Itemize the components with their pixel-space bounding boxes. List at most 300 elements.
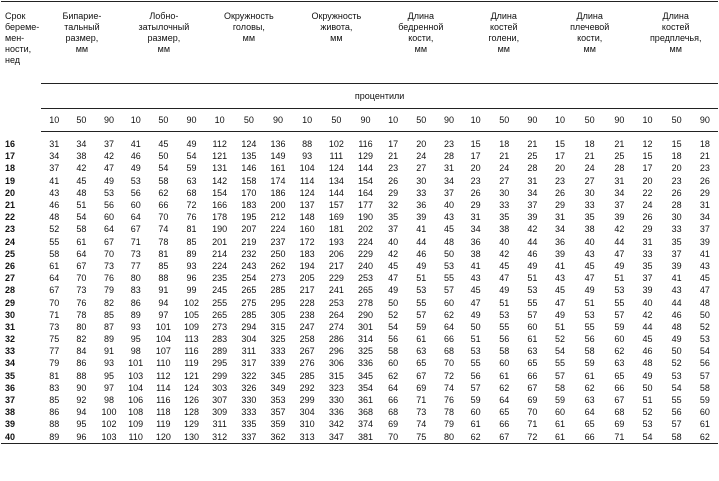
value-cell: 68 (186, 187, 197, 198)
value-cell: 254 (241, 273, 257, 284)
value-cell: 59 (470, 395, 481, 406)
value-cell: 54 (76, 212, 87, 223)
value-cell: 20 (642, 175, 653, 186)
value-cell: 64 (388, 382, 399, 393)
value-cell: 42 (614, 224, 625, 235)
table-row (1, 382, 718, 394)
value-cell: 85 (104, 309, 115, 320)
value-cell: 53 (130, 175, 141, 186)
value-cell: 35 (584, 212, 595, 223)
value-cell: 70 (49, 297, 60, 308)
value-cell: 27 (416, 163, 427, 174)
value-cell: 54 (671, 382, 682, 393)
value-cell: 48 (49, 212, 60, 223)
value-cell: 100 (101, 407, 117, 418)
value-cell: 23 (555, 175, 566, 186)
value-cell: 86 (130, 297, 141, 308)
value-cell: 60 (130, 200, 141, 211)
week-cell: 29 (5, 297, 16, 308)
value-cell: 161 (270, 163, 286, 174)
value-cell: 61 (49, 260, 60, 271)
value-cell: 37 (443, 187, 454, 198)
value-cell: 24 (642, 200, 653, 211)
value-cell: 202 (357, 224, 374, 235)
table-row (1, 284, 718, 296)
value-cell: 146 (241, 163, 257, 174)
value-cell: 55 (584, 321, 595, 332)
value-cell: 144 (357, 163, 374, 174)
value-cell: 71 (605, 431, 633, 444)
value-cell: 55 (527, 297, 538, 308)
value-cell: 60 (388, 358, 399, 369)
value-cell: 124 (241, 139, 257, 150)
value-cell: 64 (76, 248, 87, 259)
value-cell: 56 (470, 370, 481, 381)
value-cell: 118 (156, 407, 171, 418)
value-cell: 190 (357, 212, 374, 223)
value-cell: 15 (555, 139, 566, 150)
value-cell: 283 (212, 334, 228, 345)
value-cell: 54 (633, 431, 661, 444)
value-cell: 41 (49, 175, 60, 186)
percentile-header-row (1, 84, 718, 109)
percentile-10: 10 (633, 109, 661, 132)
value-cell: 104 (299, 163, 315, 174)
value-cell: 98 (130, 346, 141, 357)
value-cell: 41 (416, 224, 427, 235)
value-cell: 51 (76, 200, 87, 211)
value-cell: 119 (184, 358, 199, 369)
value-cell: 72 (186, 200, 197, 211)
value-cell: 47 (388, 273, 399, 284)
value-cell: 114 (299, 175, 315, 186)
value-cell: 46 (527, 248, 538, 259)
value-cell: 52 (388, 309, 399, 320)
value-cell: 81 (186, 224, 197, 235)
value-cell: 29 (388, 187, 399, 198)
value-cell: 33 (584, 200, 595, 211)
value-cell: 52 (699, 321, 710, 332)
value-cell: 64 (130, 212, 141, 223)
value-cell: 43 (699, 260, 710, 271)
value-cell: 97 (104, 382, 115, 393)
value-cell: 85 (158, 260, 169, 271)
value-cell: 52 (671, 358, 682, 369)
value-cell: 43 (470, 273, 481, 284)
value-cell: 114 (156, 382, 171, 393)
value-cell: 93 (130, 321, 141, 332)
value-cell: 102 (183, 297, 200, 308)
value-cell: 93 (302, 151, 313, 162)
week-cell: 27 (5, 273, 16, 284)
value-cell: 37 (49, 163, 60, 174)
value-cell: 49 (555, 309, 566, 320)
value-cell: 47 (555, 297, 566, 308)
value-cell: 26 (555, 187, 566, 198)
value-cell: 38 (584, 224, 595, 235)
value-cell: 90 (76, 382, 87, 393)
value-cell: 46 (642, 346, 653, 357)
value-cell: 58 (662, 431, 692, 444)
value-cell: 247 (299, 321, 315, 332)
value-cell: 60 (699, 407, 710, 418)
value-cell: 17 (642, 163, 653, 174)
value-cell: 102 (328, 139, 344, 150)
value-cell: 95 (130, 334, 141, 345)
value-cell: 55 (555, 358, 566, 369)
value-cell: 57 (699, 370, 710, 381)
value-cell: 57 (470, 382, 481, 393)
value-cell: 33 (499, 200, 510, 211)
value-cell: 23 (388, 163, 399, 174)
value-cell: 273 (270, 273, 286, 284)
percentile-10: 10 (123, 109, 149, 132)
value-cell: 94 (158, 297, 169, 308)
value-cell: 21 (388, 151, 399, 162)
value-cell: 101 (128, 358, 144, 369)
value-cell: 104 (155, 334, 171, 345)
value-cell: 36 (416, 200, 427, 211)
value-cell: 57 (614, 309, 625, 320)
value-cell: 267 (299, 346, 315, 357)
header-tibia: Длина костей голени, мм (462, 2, 546, 84)
value-cell: 28 (671, 200, 682, 211)
value-cell: 61 (76, 236, 87, 247)
value-cell: 39 (555, 248, 566, 259)
value-cell: 275 (241, 297, 257, 308)
value-cell: 253 (357, 273, 374, 284)
value-cell: 53 (104, 187, 115, 198)
value-cell: 65 (614, 370, 625, 381)
value-cell: 43 (584, 248, 595, 259)
value-cell: 80 (76, 321, 87, 332)
week-cell: 28 (5, 285, 16, 296)
value-cell: 52 (555, 334, 566, 345)
value-cell: 20 (470, 163, 481, 174)
week-cell: 16 (5, 139, 16, 150)
value-cell: 47 (104, 163, 115, 174)
value-cell: 183 (299, 248, 315, 259)
value-cell: 39 (699, 236, 710, 247)
value-cell: 93 (186, 260, 197, 271)
value-cell: 265 (212, 309, 228, 320)
value-cell: 62 (692, 431, 718, 444)
value-cell: 58 (49, 248, 60, 259)
value-cell: 46 (671, 309, 682, 320)
value-cell: 44 (527, 236, 538, 247)
value-cell: 34 (49, 151, 60, 162)
value-cell: 55 (443, 273, 454, 284)
value-cell: 26 (470, 187, 481, 198)
value-cell: 74 (416, 419, 427, 430)
value-cell: 20 (671, 163, 682, 174)
value-cell: 40 (443, 200, 454, 211)
value-cell: 31 (470, 212, 481, 223)
value-cell: 15 (470, 139, 481, 150)
header-row (1, 2, 718, 84)
value-cell: 31 (49, 139, 60, 150)
value-cell: 201 (212, 236, 228, 247)
value-cell: 315 (270, 321, 286, 332)
value-cell: 217 (328, 260, 344, 271)
value-cell: 25 (614, 151, 625, 162)
value-cell: 76 (186, 212, 197, 223)
value-cell: 53 (443, 260, 454, 271)
value-cell: 212 (270, 212, 286, 223)
value-cell: 26 (388, 175, 399, 186)
value-cell: 66 (527, 370, 538, 381)
week-cell: 39 (5, 419, 16, 430)
value-cell: 120 (149, 431, 178, 444)
percentile-10: 10 (41, 109, 67, 132)
value-cell: 181 (328, 224, 344, 235)
value-cell: 183 (241, 200, 257, 211)
value-cell: 37 (104, 139, 115, 150)
percentile-50: 50 (67, 109, 95, 132)
value-cell: 53 (699, 334, 710, 345)
week-cell: 19 (5, 175, 16, 186)
value-cell: 31 (443, 163, 454, 174)
value-cell: 49 (499, 285, 510, 296)
value-cell: 129 (183, 419, 200, 430)
value-cell: 44 (614, 236, 625, 247)
value-cell: 58 (158, 175, 169, 186)
value-cell: 53 (416, 285, 427, 296)
table-row (1, 431, 718, 444)
value-cell: 56 (584, 334, 595, 345)
value-cell: 245 (212, 285, 228, 296)
value-cell: 49 (186, 139, 197, 150)
value-cell: 53 (499, 309, 510, 320)
value-cell: 61 (546, 431, 574, 444)
value-cell: 21 (584, 151, 595, 162)
value-cell: 56 (699, 358, 710, 369)
value-cell: 42 (499, 248, 510, 259)
value-cell: 305 (270, 309, 286, 320)
value-cell: 121 (183, 370, 200, 381)
value-cell: 73 (104, 260, 115, 271)
value-cell: 50 (642, 382, 653, 393)
value-cell: 50 (158, 151, 169, 162)
value-cell: 86 (49, 407, 60, 418)
value-cell: 66 (614, 382, 625, 393)
value-cell: 70 (104, 248, 115, 259)
value-cell: 112 (156, 370, 171, 381)
header-femur: Длина бедренной кости, мм (380, 2, 461, 84)
value-cell: 224 (357, 236, 374, 247)
value-cell: 46 (49, 200, 60, 211)
value-cell: 78 (76, 309, 87, 320)
value-cell: 45 (443, 224, 454, 235)
value-cell: 18 (584, 139, 595, 150)
value-cell: 70 (76, 273, 87, 284)
value-cell: 67 (490, 431, 519, 444)
value-cell: 37 (699, 224, 710, 235)
value-cell: 44 (671, 297, 682, 308)
value-cell: 142 (212, 175, 228, 186)
value-cell: 104 (128, 382, 144, 393)
value-cell: 60 (443, 297, 454, 308)
value-cell: 29 (470, 200, 481, 211)
value-cell: 29 (642, 224, 653, 235)
value-cell: 60 (470, 407, 481, 418)
value-cell: 81 (49, 370, 60, 381)
value-cell: 62 (388, 370, 399, 381)
value-cell: 361 (357, 395, 374, 406)
table-body (1, 132, 718, 444)
value-cell: 95 (76, 419, 87, 430)
value-cell: 83 (130, 285, 141, 296)
value-cell: 33 (416, 187, 427, 198)
table-row (1, 175, 718, 187)
value-cell: 54 (186, 151, 197, 162)
value-cell: 276 (299, 358, 315, 369)
value-cell: 21 (499, 151, 510, 162)
value-cell: 82 (104, 297, 115, 308)
percentile-90: 90 (605, 109, 633, 132)
value-cell: 85 (49, 395, 60, 406)
table-row (1, 357, 718, 369)
value-cell: 45 (499, 260, 510, 271)
value-cell: 62 (462, 431, 490, 444)
value-cell: 333 (270, 346, 286, 357)
value-cell: 41 (555, 260, 566, 271)
value-cell: 306 (328, 358, 344, 369)
value-cell: 23 (671, 175, 682, 186)
value-cell: 71 (49, 309, 60, 320)
header-term: Срок береме- мен- ности, нед (1, 2, 41, 132)
value-cell: 55 (49, 236, 60, 247)
value-cell: 50 (671, 346, 682, 357)
value-cell: 214 (212, 248, 228, 259)
value-cell: 295 (270, 297, 286, 308)
value-cell: 307 (212, 395, 228, 406)
value-cell: 69 (388, 419, 399, 430)
value-cell: 20 (555, 163, 566, 174)
value-cell: 63 (186, 175, 197, 186)
value-cell: 37 (642, 273, 653, 284)
value-cell: 200 (270, 200, 286, 211)
value-cell: 61 (527, 334, 538, 345)
value-cell: 206 (328, 248, 344, 259)
value-cell: 62 (584, 382, 595, 393)
value-cell: 38 (499, 224, 510, 235)
value-cell: 60 (555, 407, 566, 418)
value-cell: 99 (186, 285, 197, 296)
value-cell: 68 (443, 346, 454, 357)
value-cell: 56 (130, 187, 141, 198)
value-cell: 49 (470, 309, 481, 320)
value-cell: 45 (584, 260, 595, 271)
value-cell: 39 (416, 212, 427, 223)
table-row (1, 296, 718, 308)
value-cell: 330 (328, 395, 344, 406)
value-cell: 65 (416, 358, 427, 369)
value-cell: 134 (328, 175, 344, 186)
percentile-50: 50 (574, 109, 605, 132)
week-cell: 25 (5, 248, 16, 259)
table-row (1, 211, 718, 223)
value-cell: 42 (104, 151, 115, 162)
value-cell: 69 (416, 382, 427, 393)
value-cell: 56 (499, 334, 510, 345)
table-row (1, 162, 718, 174)
value-cell: 55 (499, 321, 510, 332)
value-cell: 69 (527, 395, 538, 406)
value-cell: 69 (614, 419, 625, 430)
percentile-90: 90 (263, 109, 292, 132)
value-cell: 29 (699, 187, 710, 198)
value-cell: 60 (527, 321, 538, 332)
value-cell: 169 (328, 212, 344, 223)
fetometry-table (1, 1, 718, 444)
value-cell: 106 (128, 395, 144, 406)
value-cell: 154 (212, 187, 228, 198)
value-cell: 57 (671, 419, 682, 430)
value-cell: 41 (699, 248, 710, 259)
value-cell: 124 (328, 163, 344, 174)
value-cell: 77 (49, 346, 60, 357)
value-cell: 63 (416, 346, 427, 357)
value-cell: 23 (443, 139, 454, 150)
value-cell: 325 (357, 346, 374, 357)
value-cell: 250 (270, 248, 286, 259)
percentile-10: 10 (546, 109, 574, 132)
value-cell: 326 (241, 382, 257, 393)
value-cell: 77 (130, 260, 141, 271)
value-cell: 31 (614, 175, 625, 186)
value-cell: 53 (584, 309, 595, 320)
value-cell: 87 (104, 321, 115, 332)
value-cell: 311 (212, 419, 227, 430)
value-cell: 47 (584, 273, 595, 284)
week-cell: 37 (5, 395, 16, 406)
value-cell: 70 (380, 431, 406, 444)
value-cell: 381 (351, 431, 380, 444)
value-cell: 309 (212, 407, 228, 418)
value-cell: 48 (642, 358, 653, 369)
value-cell: 46 (130, 151, 141, 162)
value-cell: 52 (642, 407, 653, 418)
value-cell: 124 (299, 187, 315, 198)
value-cell: 238 (299, 309, 315, 320)
value-cell: 78 (443, 407, 454, 418)
table-row (1, 309, 718, 321)
value-cell: 98 (104, 395, 115, 406)
value-cell: 28 (614, 163, 625, 174)
value-cell: 45 (642, 334, 653, 345)
value-cell: 59 (614, 321, 625, 332)
value-cell: 91 (158, 285, 169, 296)
value-cell: 264 (328, 309, 344, 320)
value-cell: 349 (270, 382, 286, 393)
value-cell: 67 (130, 224, 141, 235)
value-cell: 304 (241, 334, 257, 345)
value-cell: 23 (470, 175, 481, 186)
table-row (1, 406, 718, 418)
value-cell: 80 (436, 431, 461, 444)
value-cell: 38 (76, 151, 87, 162)
value-cell: 97 (158, 309, 169, 320)
header-forearm: Длина костей предплечья, мм (633, 2, 718, 84)
value-cell: 67 (76, 260, 87, 271)
value-cell: 95 (104, 370, 115, 381)
value-cell: 21 (699, 151, 710, 162)
value-cell: 35 (499, 212, 510, 223)
value-cell: 30 (671, 212, 682, 223)
value-cell: 61 (699, 419, 710, 430)
value-cell: 76 (76, 297, 87, 308)
